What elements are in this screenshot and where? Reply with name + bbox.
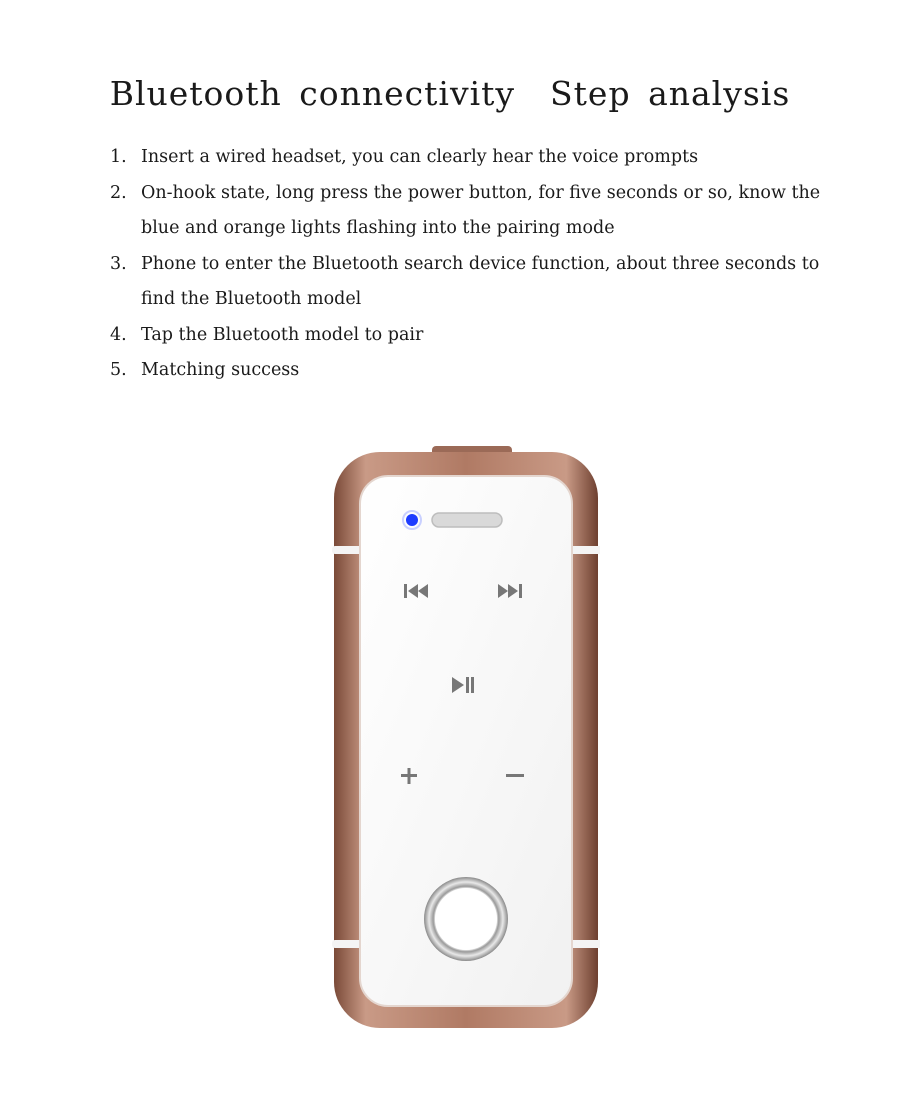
volume-down-icon: [506, 774, 524, 777]
step-item: [110, 353, 840, 389]
step-number: 5.: [110, 360, 127, 380]
step-number: 4.: [110, 324, 127, 345]
step-item: [110, 318, 840, 354]
step-text: Matching success: [141, 360, 300, 380]
led-indicator-icon: [406, 514, 418, 526]
bluetooth-device-image: [332, 446, 600, 1031]
step-number: 3.: [110, 253, 127, 274]
side-band: [570, 940, 600, 948]
step-item: [110, 247, 840, 318]
page-title: Bluetooth connectivity Step analysis: [109, 74, 791, 113]
step-text: Insert a wired headset, you can clearly hear the voice prompts: [141, 147, 699, 167]
step-number: 2.: [110, 182, 127, 203]
side-band: [570, 546, 600, 554]
speaker-grille-icon: [432, 513, 502, 527]
step-text: Tap the Bluetooth model to pair: [141, 324, 424, 345]
step-text: On-hook state, long press the power button, for five seconds or so, know the blue and orange lights flashing into the pairing mode: [141, 182, 821, 238]
step-item: [110, 140, 840, 176]
device-illustration: [332, 446, 600, 1031]
power-button-center: [435, 888, 497, 950]
step-item: [110, 176, 840, 247]
steps-list: [110, 140, 840, 389]
step-number: 1.: [110, 147, 127, 167]
step-text: Phone to enter the Bluetooth search device function, about three seconds to find the Bluetooth model: [141, 253, 820, 309]
